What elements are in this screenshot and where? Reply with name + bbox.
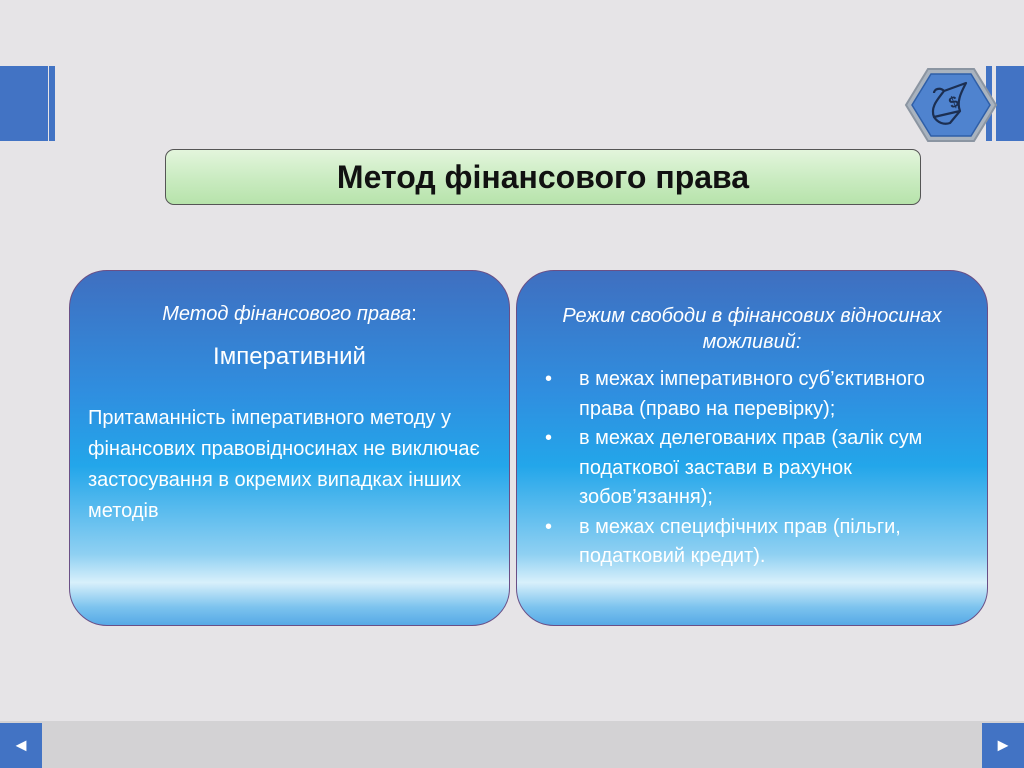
- method-card-body: Притаманність імперативного методу у фінансових правовідносинах не виключає застосування в окремих випадках інших методів: [88, 407, 480, 522]
- left-accent-stripe: [49, 66, 55, 141]
- money-scroll-icon: [904, 67, 998, 143]
- list-item-text: в межах делегованих прав (залік сум податкової застави в рахунок зобов’язання);: [579, 427, 923, 508]
- freedom-regime-card: [516, 270, 988, 626]
- bottom-navigation-bar: [0, 721, 1024, 768]
- list-item: [545, 424, 975, 513]
- bullet-icon: •: [545, 427, 553, 449]
- previous-slide-button[interactable]: [0, 723, 42, 768]
- triangle-right-icon: ►: [994, 735, 1012, 755]
- triangle-left-icon: ◄: [12, 735, 30, 755]
- left-accent-bar: [0, 66, 48, 141]
- method-card-heading-colon: :: [411, 303, 417, 325]
- method-card-subheading: Імперативний: [213, 343, 366, 370]
- right-accent-bar: [996, 66, 1024, 141]
- svg-text:$: $: [946, 93, 962, 113]
- method-card-heading: [70, 303, 509, 326]
- title-banner: [165, 149, 921, 205]
- list-item: [545, 513, 975, 572]
- bullet-icon: •: [545, 515, 553, 538]
- next-slide-button[interactable]: [982, 723, 1024, 768]
- page-title: Метод фінансового права: [336, 158, 750, 195]
- list-item: [545, 365, 975, 424]
- method-card-heading-text: Метод фінансового права: [162, 303, 412, 325]
- method-card: [69, 270, 510, 626]
- list-item-text: в межах специфічних прав (пільги, податковий кредит).: [579, 515, 901, 567]
- bullet-icon: •: [545, 368, 553, 390]
- list-item-text: в межах імперативного суб’єктивного права (право на перевірку);: [579, 368, 925, 420]
- freedom-regime-list: [545, 365, 975, 572]
- freedom-regime-heading: Режим свободи в фінансових відносинах можливий:: [562, 305, 942, 353]
